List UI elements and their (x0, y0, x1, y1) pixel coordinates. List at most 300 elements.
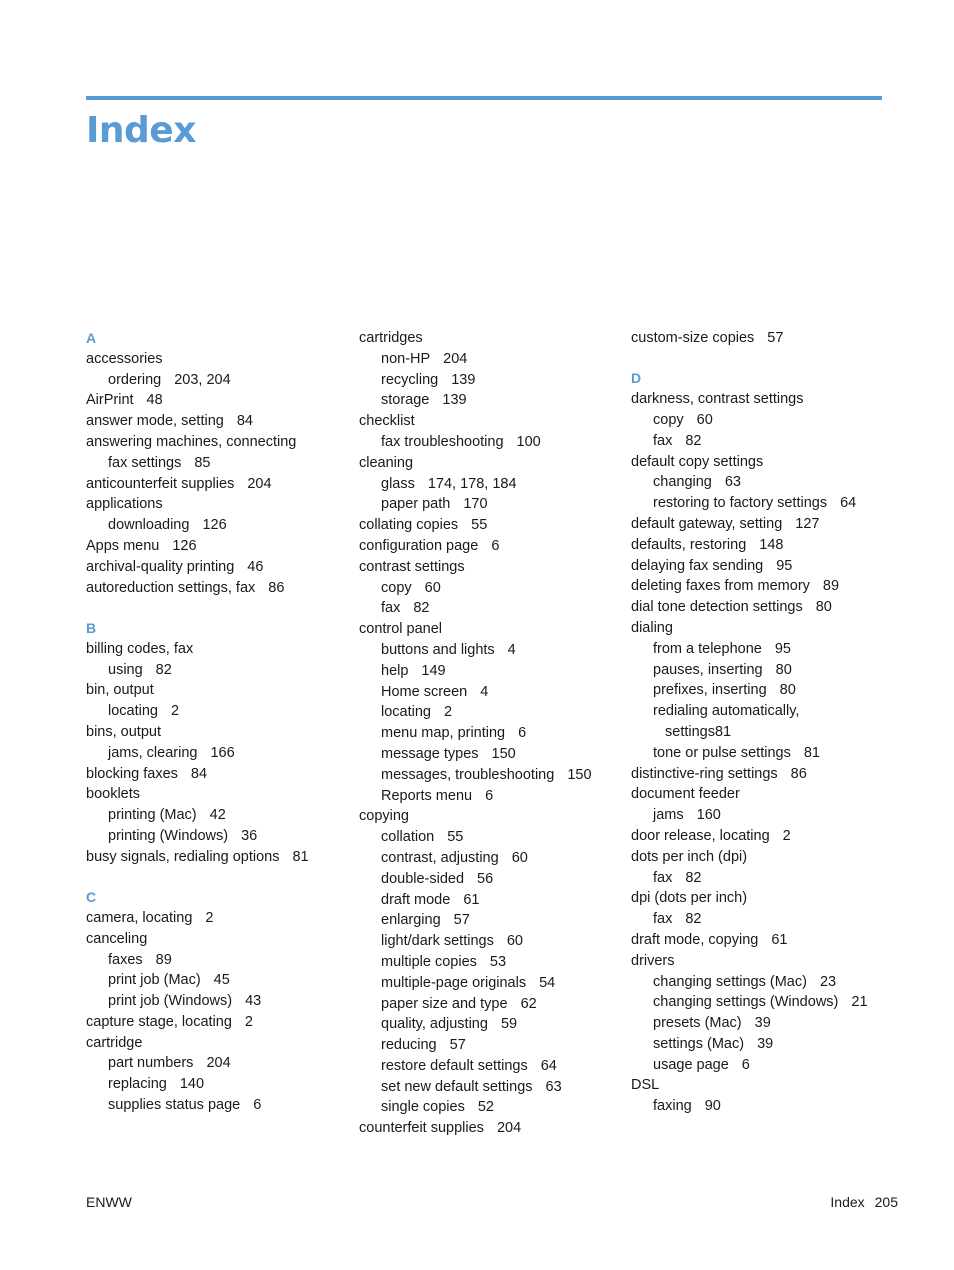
index-entry (86, 680, 348, 701)
index-subentry (631, 1096, 901, 1117)
entry-page-ref[interactable]: 55 (471, 517, 488, 534)
entry-term: help (381, 662, 409, 679)
index-subentry (86, 826, 348, 847)
index-subentry (86, 701, 348, 722)
index-entry (359, 411, 621, 432)
index-entry (359, 515, 621, 536)
index-subentry (631, 472, 901, 493)
entry-page-ref[interactable]: 85 (194, 454, 211, 471)
entry-term: camera, locating (86, 909, 193, 926)
index-subentry (631, 992, 901, 1013)
index-subentry (86, 453, 348, 474)
index-subentry (631, 805, 901, 826)
entry-page-ref[interactable]: 57 (449, 1037, 466, 1054)
entry-term: defaults, restoring (631, 536, 747, 553)
entry-page-ref[interactable]: 56 (477, 870, 494, 887)
entry-page-ref[interactable]: 6 (253, 1097, 262, 1114)
entry-page-ref[interactable]: 6 (485, 787, 494, 804)
index-entry (86, 784, 348, 805)
entry-page-ref[interactable]: 60 (511, 849, 528, 866)
entry-term: double-sided (381, 870, 465, 887)
entry-term: enlarging (381, 912, 441, 929)
entry-term: collation (381, 829, 435, 846)
index-letter-heading: C (86, 889, 97, 906)
entry-page-ref[interactable]: 86 (790, 765, 807, 782)
index-subentry (86, 970, 348, 991)
index-subentry (86, 660, 348, 681)
entry-term: replacing (108, 1076, 167, 1093)
entry-term: draft mode, copying (631, 931, 759, 948)
entry-page-ref[interactable]: 160 (696, 807, 721, 824)
index-subentry (359, 1097, 621, 1118)
entry-page-ref[interactable]: 45 (213, 972, 230, 989)
entry-term: contrast settings (359, 558, 465, 575)
entry-term: glass (381, 475, 415, 492)
entry-page-ref[interactable]: 2 (782, 827, 791, 844)
index-subentry (359, 578, 621, 599)
page-title: Index (86, 110, 196, 151)
index-subentry (631, 493, 901, 514)
entry-term: draft mode (381, 891, 451, 908)
entry-term: changing settings (Windows) (653, 994, 839, 1011)
entry-page-ref[interactable]: 57 (767, 330, 784, 346)
index-subentry (86, 950, 348, 971)
entry-term: faxes (108, 951, 143, 968)
index-subentry (359, 661, 621, 682)
entry-page-ref[interactable]: 149 (421, 662, 446, 679)
index-group (631, 328, 901, 349)
entry-page-ref[interactable]: 6 (518, 725, 527, 742)
entry-page-ref[interactable]: 61 (463, 891, 480, 908)
index-subentry (359, 869, 621, 890)
index-group (86, 887, 348, 1116)
entry-term: document feeder (631, 786, 740, 803)
entry-term: fax (653, 911, 673, 928)
index-entry (86, 908, 348, 929)
entry-term: billing codes, fax (86, 640, 194, 657)
entry-page-ref[interactable]: 174, 178, 184 (427, 475, 517, 492)
entry-page-ref[interactable]: 64 (840, 495, 857, 512)
index-entry (631, 784, 901, 805)
entry-term: cleaning (359, 454, 414, 471)
index-entry (359, 328, 621, 349)
entry-term: printing (Windows) (108, 827, 229, 844)
index-subentry (359, 390, 621, 411)
index-subentry (359, 931, 621, 952)
index-subentry (631, 680, 901, 701)
entry-page-ref[interactable]: 62 (520, 995, 537, 1012)
index-subentry (359, 640, 621, 661)
entry-term: archival-quality printing (86, 558, 235, 575)
entry-page-ref[interactable]: 55 (447, 829, 464, 846)
index-entry (86, 847, 348, 868)
index-group (86, 618, 348, 868)
entry-page-ref[interactable]: 82 (685, 869, 702, 886)
entry-term: fax (653, 432, 673, 449)
footer-right (830, 1192, 898, 1212)
index-subentry (359, 494, 621, 515)
entry-page-ref[interactable]: 48 (146, 392, 163, 409)
entry-page-ref[interactable]: 36 (241, 827, 258, 844)
page-number: 205 (874, 1194, 898, 1210)
entry-term: print job (Windows) (108, 993, 233, 1010)
index-subentry (359, 765, 621, 786)
entry-term: counterfeit supplies (359, 1120, 484, 1137)
entry-term: tone or pulse settings (653, 744, 791, 761)
index-entry (86, 536, 348, 557)
index-entry (86, 474, 348, 495)
entry-term: default gateway, setting (631, 515, 783, 532)
entry-page-ref[interactable]: 86 (268, 579, 285, 596)
entry-term: accessories (86, 350, 163, 367)
entry-page-ref[interactable]: 57 (453, 912, 470, 929)
entry-page-ref[interactable]: 54 (539, 974, 556, 991)
entry-page-ref[interactable]: 2 (443, 704, 453, 721)
index-entry (631, 535, 901, 556)
entry-term: fax settings (108, 454, 182, 471)
entry-term: darkness, contrast settings (631, 391, 804, 408)
index-entry (359, 557, 621, 578)
entry-term: dpi (dots per inch) (631, 890, 748, 907)
index-subentry (359, 848, 621, 869)
index-entry (86, 578, 348, 599)
index-entry (86, 411, 348, 432)
index-subentry (86, 1074, 348, 1095)
entry-term: distinctive-ring settings (631, 765, 778, 782)
entry-term: storage (381, 392, 430, 409)
entry-term: capture stage, locating (86, 1013, 232, 1030)
entry-term: recycling (381, 371, 439, 388)
index-entry (86, 764, 348, 785)
entry-term: jams (653, 807, 684, 824)
index-entry (86, 722, 348, 743)
index-subentry (359, 432, 621, 453)
entry-term: using (108, 661, 143, 678)
entry-term: bins, output (86, 723, 161, 740)
entry-term: messages, troubleshooting (381, 766, 555, 783)
entry-term: delaying fax sending (631, 557, 764, 574)
index-entry (631, 951, 901, 972)
entry-term: print job (Mac) (108, 972, 201, 989)
entry-term: AirPrint (86, 392, 134, 409)
entry-term: bin, output (86, 682, 154, 699)
entry-page-ref[interactable]: 52 (477, 1099, 494, 1116)
entry-page-ref[interactable]: 23 (819, 973, 837, 990)
index-subentry (359, 1077, 621, 1098)
index-subentry (86, 991, 348, 1012)
entry-term: dialing (631, 619, 673, 636)
entry-term: changing settings (Mac) (653, 973, 807, 990)
entry-page-ref[interactable]: 139 (451, 371, 476, 388)
entry-term: copy (653, 411, 684, 428)
index-subentry (86, 515, 348, 536)
index-subentry (359, 349, 621, 370)
entry-term: from a telephone (653, 640, 762, 657)
index-entry (359, 806, 621, 827)
entry-page-ref[interactable]: 80 (815, 599, 832, 616)
entry-term: busy signals, redialing options (86, 848, 280, 865)
entry-page-ref[interactable]: 166 (210, 744, 235, 761)
entry-term: locating (381, 704, 431, 721)
entry-term: fax (381, 600, 401, 617)
index-group (631, 368, 901, 1117)
index-subentry (631, 1055, 901, 1076)
entry-term: drivers (631, 952, 675, 969)
index-subentry (631, 660, 901, 681)
entry-page-ref[interactable]: 84 (190, 765, 208, 782)
entry-page-ref[interactable]: 100 (516, 433, 541, 450)
entry-term: Apps menu (86, 537, 160, 554)
entry-page-ref[interactable]: 95 (774, 640, 791, 657)
index-subentry (359, 786, 621, 807)
entry-term: redialing automatically, (653, 703, 800, 720)
entry-page-ref[interactable]: 127 (795, 515, 820, 532)
entry-page-ref[interactable]: 63 (545, 1078, 562, 1095)
entry-term: checklist (359, 413, 415, 430)
entry-term: single copies (381, 1099, 465, 1116)
entry-term: configuration page (359, 537, 479, 554)
index-entry (631, 328, 901, 349)
entry-page-ref[interactable]: 204 (206, 1055, 231, 1072)
entry-page-ref[interactable]: 90 (704, 1098, 721, 1115)
entry-page-ref[interactable]: 140 (179, 1076, 205, 1093)
index-group (86, 328, 348, 598)
entry-page-ref[interactable]: 204 (443, 350, 468, 367)
entry-term: fax (653, 869, 673, 886)
entry-term: custom-size copies (631, 330, 755, 346)
entry-term: dial tone detection settings (631, 599, 803, 616)
entry-term: deleting faxes from memory (631, 578, 810, 595)
index-entry (86, 639, 348, 660)
entry-term: fax troubleshooting (381, 433, 504, 450)
entry-page-ref[interactable]: 126 (202, 517, 227, 534)
entry-page-ref[interactable]: 150 (491, 745, 516, 762)
entry-term: part numbers (108, 1055, 194, 1072)
index-letter-heading: D (631, 370, 642, 387)
entry-term: cartridge (86, 1034, 143, 1051)
entry-page-ref[interactable]: 204 (247, 475, 272, 492)
entry-page-ref[interactable]: 43 (245, 993, 262, 1010)
index-subentry (631, 410, 901, 431)
entry-page-ref[interactable]: 2 (205, 909, 214, 926)
index-subentry (359, 1056, 621, 1077)
entry-page-ref[interactable]: 6 (491, 537, 500, 554)
index-subentry (359, 598, 621, 619)
entry-term: cartridges (359, 330, 423, 346)
index-subentry (631, 972, 901, 993)
entry-term: set new default settings (381, 1078, 533, 1095)
index-subentry (631, 1034, 901, 1055)
entry-page-ref[interactable]: 204 (496, 1120, 522, 1137)
entry-term: buttons and lights (381, 641, 495, 658)
entry-term: menu map, printing (381, 725, 506, 742)
entry-page-ref[interactable]: 53 (489, 953, 507, 970)
entry-page-ref[interactable]: 126 (172, 537, 197, 554)
index-subentry (631, 701, 901, 722)
entry-page-ref[interactable]: 21 (851, 994, 868, 1011)
index-letter-heading: B (86, 619, 97, 636)
index-group (359, 328, 621, 1139)
entry-page-ref[interactable]: 39 (754, 1015, 771, 1032)
entry-term-continued: settings (665, 723, 715, 740)
entry-page-ref[interactable]: 148 (759, 536, 784, 553)
entry-term: downloading (108, 517, 190, 534)
entry-term: default copy settings (631, 453, 764, 470)
index-entry (631, 930, 901, 951)
index-subentry (359, 474, 621, 495)
index-subentry (359, 827, 621, 848)
entry-term: answering machines, connecting (86, 433, 297, 450)
footer-section-label: Index (830, 1194, 865, 1210)
index-subentry (359, 1014, 621, 1035)
entry-term: settings (Mac) (653, 1035, 745, 1052)
entry-term: blocking faxes (86, 765, 178, 782)
entry-page-ref[interactable]: 46 (247, 558, 264, 575)
index-subentry (359, 910, 621, 931)
index-entry (631, 556, 901, 577)
entry-term: jams, clearing (108, 744, 198, 761)
entry-page-ref[interactable]: 63 (724, 474, 741, 491)
index-subentry (631, 639, 901, 660)
entry-term: prefixes, inserting (653, 682, 767, 699)
entry-term: paper size and type (381, 995, 508, 1012)
index-subentry (359, 1035, 621, 1056)
entry-page-ref[interactable]: 139 (442, 392, 467, 409)
entry-term: reducing (381, 1037, 437, 1054)
entry-term: multiple copies (381, 953, 477, 970)
index-entry (631, 764, 901, 785)
entry-term: control panel (359, 621, 443, 638)
entry-page-ref[interactable]: 81 (803, 744, 820, 761)
index-subentry (359, 370, 621, 391)
index-column-2 (359, 328, 621, 1139)
footer-left: ENWW (86, 1194, 132, 1210)
entry-term: restore default settings (381, 1057, 528, 1074)
index-subentry-continuation (631, 722, 901, 743)
entry-page-ref[interactable]: 59 (500, 1016, 518, 1033)
entry-term: message types (381, 745, 479, 762)
index-entry (359, 1118, 621, 1139)
entry-term: contrast, adjusting (381, 849, 499, 866)
entry-term: usage page (653, 1056, 729, 1073)
entry-page-ref[interactable]: 60 (696, 411, 713, 428)
entry-page-ref[interactable]: 150 (567, 766, 592, 783)
entry-term: autoreduction settings, fax (86, 579, 256, 596)
index-entry (631, 847, 901, 868)
entry-page-ref[interactable]: 4 (480, 683, 489, 700)
entry-page-ref[interactable]: 64 (540, 1057, 557, 1074)
index-subentry (631, 743, 901, 764)
index-entry (86, 1012, 348, 1033)
index-entry (631, 597, 901, 618)
index-subentry (359, 682, 621, 703)
index-entry (359, 536, 621, 557)
entry-term: booklets (86, 786, 141, 803)
entry-page-ref[interactable]: 82 (413, 600, 430, 617)
index-subentry (86, 805, 348, 826)
entry-term: changing (653, 474, 712, 491)
index-entry (86, 432, 348, 453)
entry-page-ref[interactable]: 82 (685, 432, 702, 449)
entry-page-ref[interactable]: 60 (506, 933, 523, 950)
entry-term: printing (Mac) (108, 807, 197, 824)
index-subentry (86, 1095, 348, 1116)
entry-page-ref[interactable]: 80 (779, 682, 796, 699)
index-entry (86, 1033, 348, 1054)
entry-term: DSL (631, 1077, 660, 1094)
index-entry (86, 929, 348, 950)
entry-term: Home screen (381, 683, 468, 700)
entry-page-ref[interactable]: 89 (822, 578, 840, 595)
entry-term: presets (Mac) (653, 1015, 742, 1032)
entry-page-ref[interactable]: 95 (776, 557, 793, 574)
header-rule (86, 96, 882, 100)
entry-term: dots per inch (dpi) (631, 848, 748, 865)
index-entry (631, 452, 901, 473)
entry-page-ref[interactable]: 203, 204 (174, 371, 231, 388)
index-subentry (359, 744, 621, 765)
entry-page-ref[interactable]: 82 (685, 911, 702, 928)
index-entry (631, 618, 901, 639)
index-entry (631, 826, 901, 847)
entry-term: light/dark settings (381, 933, 494, 950)
entry-term: applications (86, 496, 163, 513)
index-entry (631, 576, 901, 597)
entry-page-ref[interactable]: 81 (714, 723, 732, 740)
entry-page-ref[interactable]: 81 (292, 848, 309, 865)
index-column-1 (86, 328, 348, 1116)
entry-term: paper path (381, 496, 451, 513)
entry-term: door release, locating (631, 827, 770, 844)
index-subentry (86, 1053, 348, 1074)
index-entry (631, 888, 901, 909)
index-entry (86, 494, 348, 515)
entry-term: answer mode, setting (86, 413, 224, 430)
index-subentry (359, 723, 621, 744)
entry-term: ordering (108, 371, 162, 388)
entry-page-ref[interactable]: 6 (741, 1056, 750, 1073)
index-entry (631, 514, 901, 535)
index-entry (359, 619, 621, 640)
entry-page-ref[interactable]: 39 (757, 1035, 774, 1052)
entry-term: multiple-page originals (381, 974, 527, 991)
index-subentry (631, 909, 901, 930)
index-entry (631, 1075, 901, 1096)
entry-term: anticounterfeit supplies (86, 475, 235, 492)
entry-page-ref[interactable]: 60 (424, 579, 441, 596)
entry-page-ref[interactable]: 170 (463, 496, 488, 513)
index-entry (86, 557, 348, 578)
entry-term: copying (359, 808, 409, 825)
index-letter-heading: A (86, 330, 97, 346)
entry-page-ref[interactable]: 89 (155, 951, 172, 968)
entry-page-ref[interactable]: 2 (244, 1013, 253, 1030)
entry-term: faxing (653, 1098, 692, 1115)
index-entry (86, 390, 348, 411)
entry-term: locating (108, 703, 158, 720)
entry-term: restoring to factory settings (653, 495, 828, 512)
entry-term: non-HP (381, 350, 431, 367)
entry-page-ref[interactable]: 42 (209, 807, 226, 824)
index-subentry (631, 431, 901, 452)
entry-page-ref[interactable]: 61 (771, 931, 788, 948)
entry-page-ref[interactable]: 4 (507, 641, 516, 658)
entry-page-ref[interactable]: 80 (775, 661, 792, 678)
entry-page-ref[interactable]: 82 (155, 661, 172, 678)
entry-page-ref[interactable]: 84 (236, 413, 253, 430)
entry-page-ref[interactable]: 2 (170, 703, 180, 720)
index-subentry (86, 743, 348, 764)
